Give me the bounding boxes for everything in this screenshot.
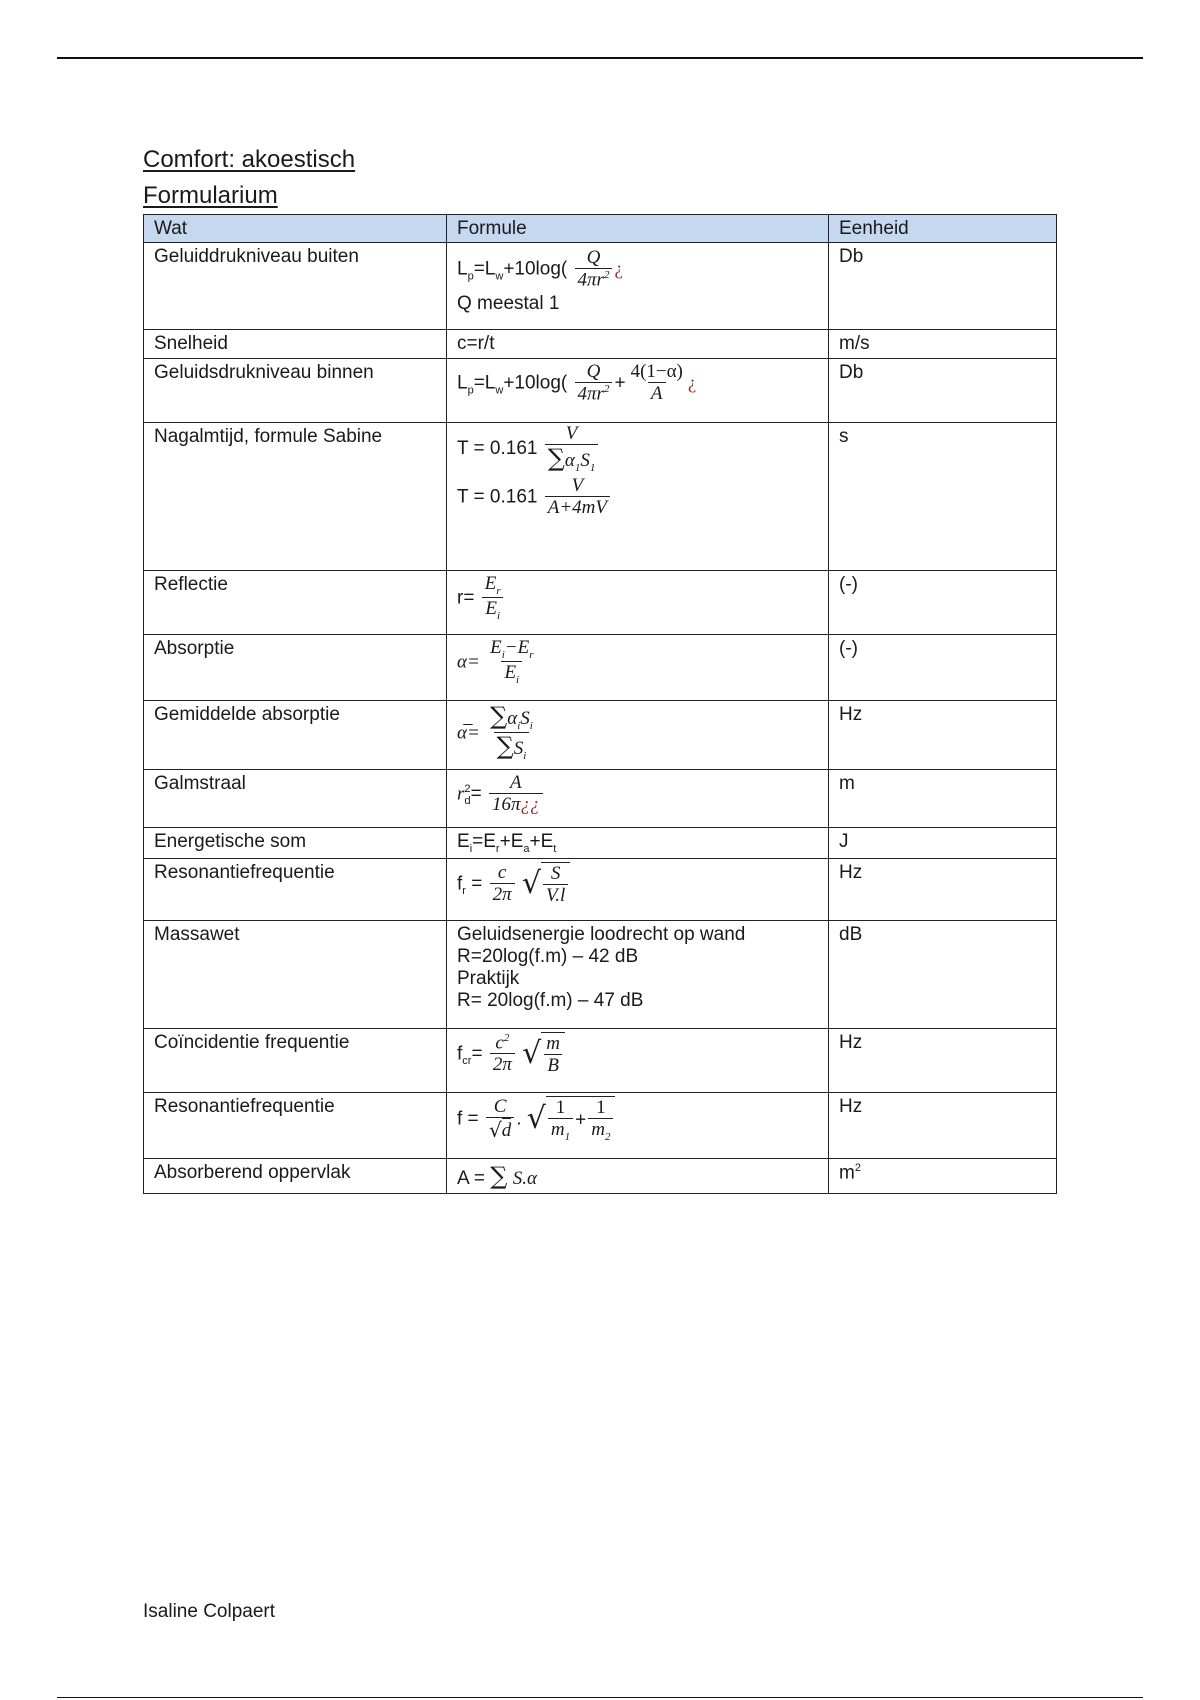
page-subtitle: Formularium [143,182,278,209]
numerator: V [571,475,584,497]
formula-text: S.α [512,1167,537,1189]
cell-wat: Nagalmtijd, formule Sabine [144,423,447,571]
numerator-sub: i [517,719,521,732]
denominator: E [485,598,497,620]
formula-text: f [457,1043,463,1065]
plus-sign: + [575,1109,587,1131]
denominator-sub: 1 [574,461,581,474]
fraction [490,863,515,906]
cell-eenheid: (-) [829,635,1057,701]
denominator: 4πr [577,269,604,291]
cell-wat: Geluiddrukniveau buiten [144,243,447,330]
column-header-wat: Wat [144,215,447,243]
denominator: A+4mV [545,496,610,519]
cell-formule [447,571,829,635]
formula-text: +E [529,831,554,852]
cell-wat: Absorberend oppervlak [144,1158,447,1193]
fraction [487,704,536,763]
numerator: m [546,1032,561,1054]
table-row [144,770,1057,828]
cell-formule [447,1092,829,1158]
cell-formule [447,1028,829,1092]
formula-sub: w [495,384,504,397]
denominator: E [504,662,517,684]
formula-sub: r [462,885,466,897]
table-row [144,1092,1057,1158]
cell-wat: Geluidsdrukniveau binnen [144,359,447,423]
cell-wat: Snelheid [144,330,447,359]
formula-text: = [471,1043,483,1065]
formula-text: +E [499,831,524,852]
square-root [522,862,570,907]
fraction [588,1098,613,1143]
formula-line: Praktijk [457,967,520,989]
numerator: S [550,862,561,884]
denominator: 2π [490,1053,515,1076]
formula-text: r [457,783,465,805]
cell-eenheid: m/s [829,330,1057,359]
cell-eenheid: J [829,828,1057,859]
cell-formule: c=r/t [447,330,829,359]
table-row [144,330,1057,359]
header-rule [57,57,1143,59]
denominator-sub: i [523,750,527,763]
denominator: d [501,1120,512,1142]
cell-formule [447,243,829,330]
formula-sub: r [495,842,500,855]
numerator: c [495,1031,504,1053]
footer-author: Isaline Colpaert [143,1601,276,1622]
radical-sign: √ [526,1101,546,1137]
denominator: A [648,382,666,405]
plus-sign: + [614,372,626,394]
formula-text: α̅= [457,722,480,744]
fraction [486,1097,514,1142]
formula-text: =L [473,258,496,280]
denominator: B [544,1054,562,1077]
cell-wat: Absorptie [144,635,447,701]
numerator-sub: i [501,648,505,661]
cell-eenheid: (-) [829,571,1057,635]
numerator-sub: r [529,648,534,661]
formula-text: L [457,258,468,280]
formula-sub: a [523,842,530,855]
numerator: α [507,708,518,729]
formula-sub: d [464,795,471,808]
formula-text: E [457,831,470,852]
column-header-formule: Formule [447,215,829,243]
formula-sub: t [553,842,557,855]
cell-formule [447,1158,829,1193]
denominator: S [580,449,590,471]
formula-text: A = [457,1167,491,1189]
formula-sub: p [467,270,474,283]
denominator: S [513,738,524,760]
table-row [144,920,1057,1028]
numerator: c [497,861,507,883]
cell-wat: Galmstraal [144,770,447,828]
table-row [144,243,1057,330]
square-root [489,1118,511,1142]
cell-eenheid: s [829,423,1057,571]
cell-eenheid: Hz [829,701,1057,770]
fraction [575,362,613,405]
formula-sub: cr [462,1055,472,1067]
numerator-sub: i [529,719,533,732]
denominator: 2π [490,883,515,906]
table-row [144,828,1057,859]
formula-text: +10log( [503,372,568,394]
formula-text: =E [472,831,496,852]
numerator: −E [504,637,530,658]
cell-formule [447,770,829,828]
denominator-sub: i [516,674,520,687]
numerator: Q [586,361,601,382]
cell-wat: Reflectie [144,571,447,635]
denominator-tail: ¿¿ [520,793,540,815]
table-row [144,701,1057,770]
unit-text: m [839,1162,855,1184]
denominator: 16π [492,793,521,815]
formula-text: T = 0.161 [457,438,538,460]
formula-text: α= [457,651,480,673]
cell-wat: Energetische som [144,828,447,859]
formula-sub: p [467,384,474,397]
cell-eenheid: Hz [829,1028,1057,1092]
denominator: m [591,1118,605,1140]
denominator: V.l [543,884,568,907]
radical-sign: √ [522,1036,542,1072]
table-row [144,858,1057,920]
square-root [527,1096,616,1143]
numerator: 4(1−α) [630,361,683,383]
formula-tail: ¿ [614,258,623,280]
fraction [628,362,686,405]
cell-eenheid: dB [829,920,1057,1028]
cell-formule [447,920,829,1028]
square-root [522,1032,565,1077]
cell-wat: Resonantiefrequentie [144,1092,447,1158]
numerator: S [520,708,530,729]
cell-eenheid: Db [829,359,1057,423]
denominator: m [550,1118,565,1140]
cell-formule [447,858,829,920]
cell-formule [447,701,829,770]
numerator: E [484,573,497,594]
sum-symbol: ∑ [547,443,565,472]
table-row [144,571,1057,635]
table-row [144,635,1057,701]
formula-sub: w [495,270,504,283]
formula-text: f = [457,1108,484,1130]
formula-text: f [457,873,463,895]
numerator: A [510,772,522,793]
denominator-sup: 2 [603,268,610,281]
cell-eenheid [829,1158,1057,1193]
formula-text: +10log( [503,258,568,280]
dot-operator: . [516,1108,522,1130]
fraction [490,1033,515,1076]
table-row [144,1028,1057,1092]
formula-text: T = 0.161 [457,486,538,508]
formula-sup: 2 [464,783,471,796]
unit-sup: 2 [854,1161,861,1174]
formula-line: R=20log(f.m) – 42 dB [457,945,639,967]
cell-wat: Massawet [144,920,447,1028]
numerator: 1 [555,1096,566,1118]
cell-formule [447,423,829,571]
formula-text: r= [457,587,475,609]
formula-text: = [470,783,482,805]
page-title: Comfort: akoestisch [143,146,356,173]
denominator: α [564,449,575,471]
denominator: 4πr [577,383,604,405]
numerator: Q [586,247,601,268]
formula-text: L [457,372,468,394]
fraction [543,864,568,907]
footer-rule [57,1697,1143,1698]
sum-symbol: ∑ [490,702,508,730]
cell-formule [447,828,829,859]
denominator-sub: 1 [564,1130,571,1143]
numerator: 1 [596,1096,606,1118]
fraction [548,1098,573,1143]
formula-line: Geluidsenergie loodrecht op wand [457,923,746,945]
formula-table [143,214,1057,1194]
numerator: C [493,1096,507,1118]
denominator-sup: 2 [603,382,610,395]
numerator-sub: r [496,584,501,597]
numerator-sup: 2 [503,1031,510,1044]
column-header-eenheid: Eenheid [829,215,1057,243]
cell-formule [447,359,829,423]
denominator-sub: 2 [604,1130,611,1143]
cell-wat: Resonantiefrequentie [144,858,447,920]
fraction [575,248,613,291]
sum-symbol: ∑ [490,1161,508,1190]
formula-tail: ¿ [687,372,697,394]
fraction [482,574,504,623]
fraction [487,638,536,687]
formula-sub: i [469,842,473,855]
table-row [144,1158,1057,1193]
cell-wat: Coïncidentie frequentie [144,1028,447,1092]
cell-formule [447,635,829,701]
sum-symbol: ∑ [496,732,514,761]
formula-text: = [465,873,488,895]
table-header-row [144,215,1057,243]
fraction [545,424,599,474]
fraction [489,773,543,816]
cell-wat: Gemiddelde absorptie [144,701,447,770]
denominator-sub: 1 [589,461,596,474]
numerator: E [490,637,502,658]
cell-eenheid: m [829,770,1057,828]
formula-note: Q meestal 1 [457,293,560,315]
table-row [144,423,1057,571]
cell-eenheid: Hz [829,858,1057,920]
radical-sign: √ [488,1117,502,1142]
fraction [543,1034,563,1077]
formula-line: R= 20log(f.m) – 47 dB [457,989,644,1011]
table-row [144,359,1057,423]
formula-text: =L [473,372,496,394]
fraction [545,476,610,519]
cell-eenheid: Hz [829,1092,1057,1158]
radical-sign: √ [521,866,542,902]
denominator-sub: i [496,610,500,623]
numerator: V [565,423,578,444]
cell-eenheid: Db [829,243,1057,330]
